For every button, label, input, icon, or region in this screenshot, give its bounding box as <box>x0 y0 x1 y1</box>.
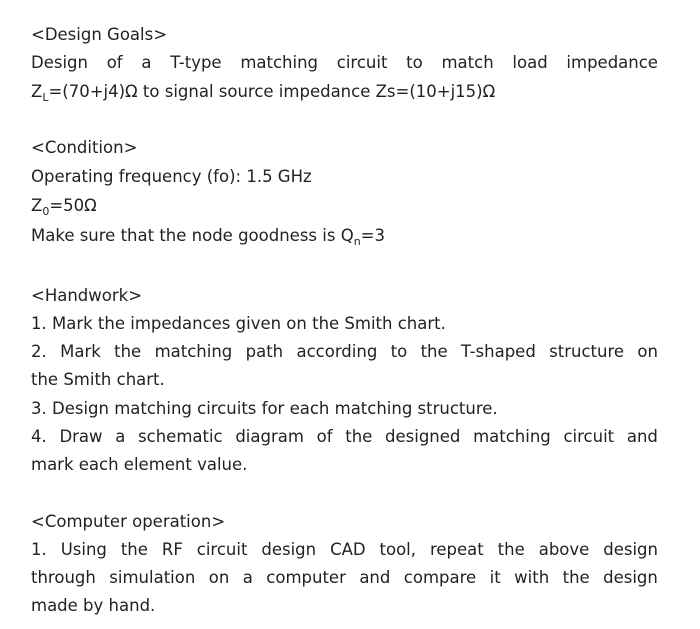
word: RF <box>161 540 183 559</box>
word: Draw <box>59 427 103 446</box>
word: on <box>637 342 658 361</box>
word: repeat <box>429 540 484 559</box>
word: circuit <box>196 540 248 559</box>
computer-operation-item-1-line2 <box>31 567 658 589</box>
word: circuit <box>336 53 388 72</box>
condition-heading: <Condition> <box>31 138 138 157</box>
handwork-heading: <Handwork> <box>31 286 143 305</box>
z0-value: =50Ω <box>49 196 97 215</box>
word: T-shaped <box>461 342 536 361</box>
word: match <box>441 53 494 72</box>
handwork-item-2-line2: the Smith chart. <box>31 370 165 389</box>
word: designed <box>385 427 461 446</box>
word: above <box>538 540 590 559</box>
handwork-item-4-line2: mark each element value. <box>31 455 248 474</box>
word: Using <box>60 540 107 559</box>
condition-q <box>31 225 385 247</box>
word: according <box>296 342 378 361</box>
handwork-item-3: 3. Design matching circuits for each matching structure. <box>31 399 498 418</box>
word: T-type <box>170 53 222 72</box>
word: matching <box>473 427 551 446</box>
z0-symbol: Z <box>31 196 43 215</box>
word: and <box>359 568 391 587</box>
word: and <box>626 427 658 446</box>
design-goals-line1 <box>31 52 658 74</box>
handwork-item-1: 1. Mark the impedances given on the Smith chart. <box>31 314 446 333</box>
word: the <box>345 427 373 446</box>
computer-operation-heading: <Computer operation> <box>31 512 226 531</box>
computer-operation-item-1-line3: made by hand. <box>31 596 156 615</box>
word: a <box>141 53 152 72</box>
word: of <box>106 53 123 72</box>
word: to <box>406 53 423 72</box>
q-subscript: n <box>353 235 361 248</box>
handwork-item-2-line1 <box>31 341 658 363</box>
condition-z0 <box>31 195 97 217</box>
word: schematic <box>138 427 223 446</box>
handwork-item-4-line1 <box>31 426 658 448</box>
q-value: =3 <box>360 226 385 245</box>
word: the <box>114 342 142 361</box>
design-goals-heading: <Design Goals> <box>31 25 168 44</box>
word: a <box>115 427 126 446</box>
word: 4. <box>31 427 47 446</box>
word: a <box>242 568 253 587</box>
word: it <box>489 568 501 587</box>
word: the <box>562 568 590 587</box>
word: tool, <box>379 540 417 559</box>
word: simulation <box>109 568 196 587</box>
word: design <box>603 540 658 559</box>
word: computer <box>266 568 346 587</box>
word: design <box>603 568 658 587</box>
word: the <box>420 342 448 361</box>
computer-operation-item-1-line1 <box>31 539 658 561</box>
word: Mark <box>60 342 101 361</box>
word: impedance <box>566 53 658 72</box>
word: design <box>261 540 317 559</box>
word: load <box>512 53 548 72</box>
word: circuit <box>563 427 615 446</box>
word: 1. <box>31 540 47 559</box>
word: with <box>514 568 550 587</box>
zl-symbol: Z <box>31 82 43 101</box>
word: 2. <box>31 342 47 361</box>
design-goals-line2 <box>31 81 495 103</box>
q-text: Make sure that the node goodness is Q <box>31 226 354 245</box>
zl-subscript: L <box>42 91 49 104</box>
word: on <box>208 568 230 587</box>
word: of <box>316 427 333 446</box>
word: through <box>31 568 96 587</box>
condition-frequency: Operating frequency (fo): 1.5 GHz <box>31 167 312 186</box>
zl-value-text: =(70+j4)Ω to signal source impedance Zs=(10+j15)Ω <box>48 82 496 101</box>
word: to <box>390 342 408 361</box>
word: path <box>245 342 284 361</box>
word: the <box>497 540 525 559</box>
word: diagram <box>235 427 304 446</box>
word: matching <box>240 53 319 72</box>
word: the <box>120 540 148 559</box>
word: matching <box>154 342 233 361</box>
z0-subscript: 0 <box>42 205 50 218</box>
word: Design <box>31 53 88 72</box>
word: CAD <box>330 540 366 559</box>
word: compare <box>403 568 477 587</box>
word: structure <box>549 342 625 361</box>
